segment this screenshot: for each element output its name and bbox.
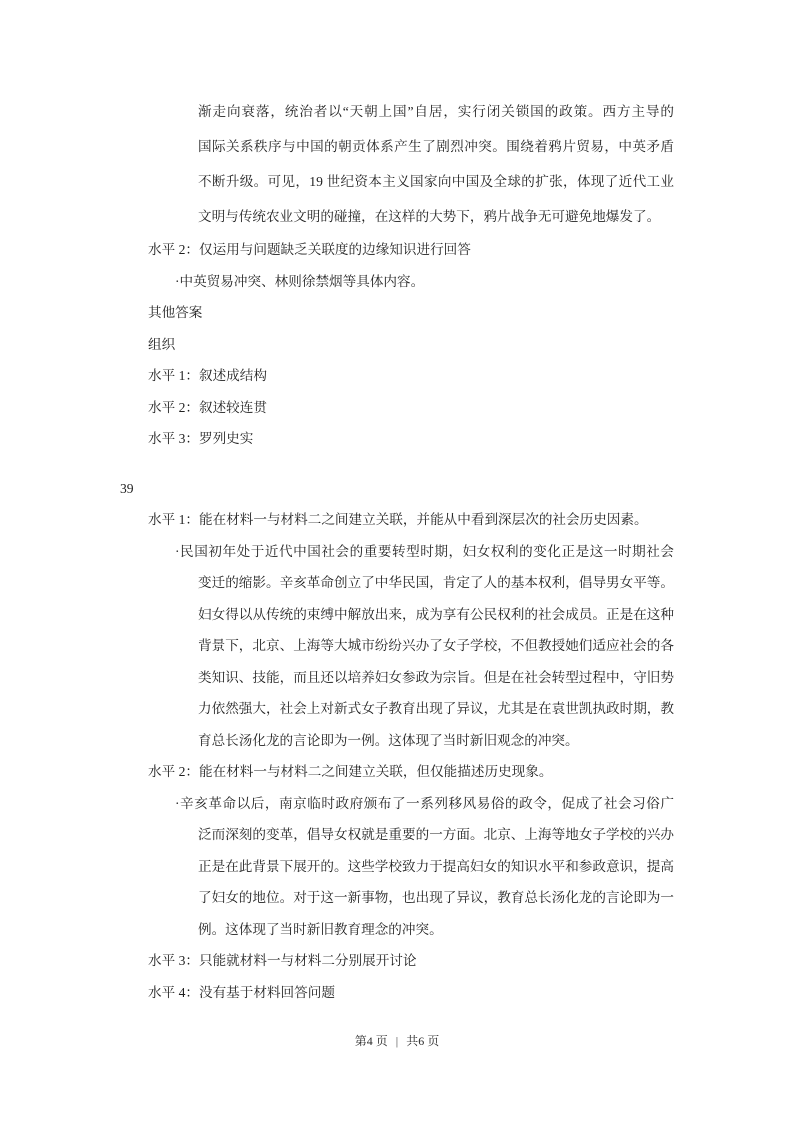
level-2-example-bullet: ·中英贸易冲突、林则徐禁烟等具体内容。 bbox=[175, 273, 425, 289]
example-text-line: 渐走向衰落，统治者以“天朝上国”自居，实行闭关锁国的政策。西方主导的 bbox=[198, 104, 674, 119]
level-1-label: 水平 1：能在材料一与材料二之间建立关联，并能从中看到深层次的社会历史因素。 bbox=[148, 512, 648, 527]
total-pages-indicator: 共6 页 bbox=[406, 1034, 440, 1048]
organization-heading: 组织 bbox=[148, 336, 176, 352]
level-2-label: 水平 2：能在材料一与材料二之间建立关联，但仅能描述历史现象。 bbox=[148, 764, 553, 779]
organization-level-3-label: 水平 3：罗列史实 bbox=[148, 431, 254, 446]
example-text-line: 力依然强大，社会上对新式女子教育出现了异议，尤其是在袁世凯执政时期，教 bbox=[198, 701, 674, 716]
q39-rubric-section bbox=[120, 473, 674, 1009]
organization-level-2-label: 水平 2：叙述较连贯 bbox=[148, 399, 267, 415]
example-text-line: 国际关系秩序与中国的朝贡体系产生了剧烈冲突。围绕着鸦片贸易，中英矛盾 bbox=[198, 139, 674, 154]
q39-level1-example-paragraph bbox=[120, 536, 674, 757]
q38-rubric-section bbox=[120, 94, 674, 455]
q38-example-continuation-paragraph bbox=[120, 94, 674, 234]
footer-separator: | bbox=[395, 1034, 399, 1048]
other-answers-heading: 其他答案 bbox=[148, 305, 203, 320]
example-text-line: 了妇女的地位。对于这一新事物，也出现了异议，教育总长汤化龙的言论即为一 bbox=[198, 890, 674, 905]
level-3-label: 水平 3：只能就材料一与材料二分别展开讨论 bbox=[148, 953, 417, 968]
example-text-line: 不断升级。可见，19 世纪资本主义国家向中国及全球的扩张，体现了近代工业 bbox=[198, 174, 674, 189]
example-text-line: 妇女得以从传统的束缚中解放出来，成为享有公民权利的社会成员。正是在这种 bbox=[198, 606, 674, 622]
example-text-line: ·民国初年处于近代中国社会的重要转型时期，妇女权利的变化正是这一时期社会 bbox=[175, 543, 674, 559]
example-text-line: 文明与传统农业文明的碰撞，在这样的大势下，鸦片战争无可避免地爆发了。 bbox=[198, 209, 661, 224]
current-page-indicator: 第4 页 bbox=[354, 1034, 388, 1048]
level-2-label: 水平 2：仅运用与问题缺乏关联度的边缘知识进行回答 bbox=[148, 242, 471, 257]
example-text-line: 例。这体现了当时新旧教育理念的冲突。 bbox=[198, 921, 443, 937]
q39-level2-example-paragraph bbox=[120, 788, 674, 946]
question-number: 39 bbox=[120, 480, 134, 496]
example-text-line: 育总长汤化龙的言论即为一例。这体现了当时新旧观念的冲突。 bbox=[198, 732, 579, 748]
organization-level-1-label: 水平 1：叙述成结构 bbox=[148, 368, 267, 383]
example-text-line: 变迁的缩影。辛亥革命创立了中华民国，肯定了人的基本权利，倡导男女平等。 bbox=[198, 575, 674, 590]
example-text-line: 背景下，北京、上海等大城市纷纷兴办了女子学校，不但教授她们适应社会的各 bbox=[198, 638, 674, 653]
level-4-label: 水平 4：没有基于材料回答问题 bbox=[148, 984, 335, 1000]
page-footer bbox=[120, 1031, 674, 1051]
example-text-line: 正是在此背景下展开的。这些学校致力于提高妇女的知识水平和参政意识，提高 bbox=[198, 858, 674, 874]
example-text-line: 泛而深刻的变革，倡导女权就是重要的一方面。北京、上海等地女子学校的兴办 bbox=[198, 827, 674, 842]
example-text-line: 类知识、技能，而且还以培养妇女参政为宗旨。但是在社会转型过程中，守旧势 bbox=[198, 669, 674, 685]
example-text-line: ·辛亥革命以后，南京临时政府颁布了一系列移风易俗的政令，促成了社会习俗广 bbox=[175, 795, 674, 811]
